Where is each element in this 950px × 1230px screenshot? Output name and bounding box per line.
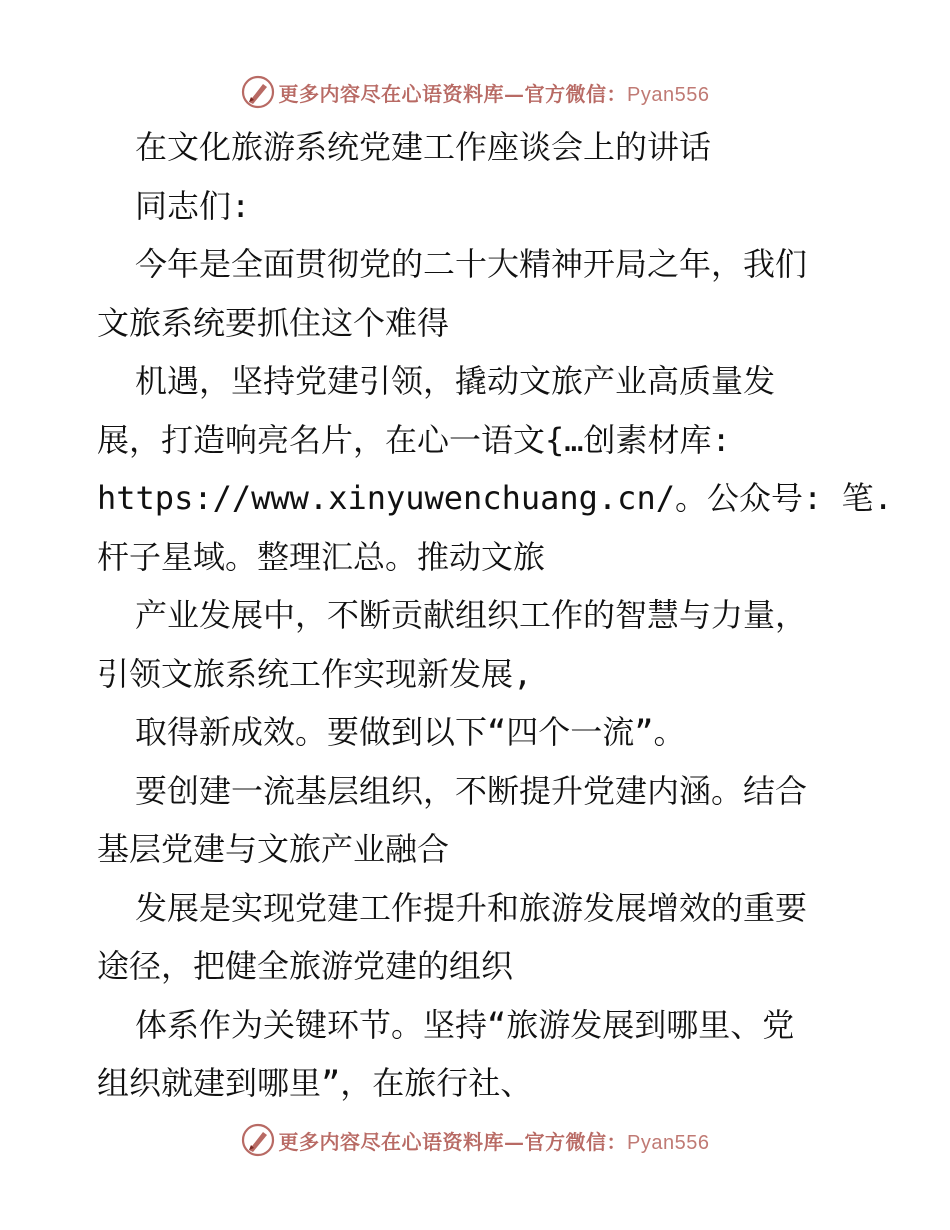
salutation: 同志们: [135, 186, 251, 225]
watermark-account: Pyan556 [627, 83, 710, 106]
paragraph-line: 发展是实现党建工作提升和旅游发展增效的重要 [135, 888, 808, 927]
document-title: 在文化旅游系统党建工作座谈会上的讲话 [135, 128, 712, 166]
pen-logo-icon [241, 1123, 275, 1157]
paragraph-line: 杆子星域。整理汇总。推动文旅 [97, 537, 546, 576]
pen-logo-icon [241, 75, 275, 109]
paragraph-line: 基层党建与文旅产业融合 [97, 830, 450, 868]
paragraph-line: 机遇，坚持党建引领，撬动文旅产业高质量发 [135, 362, 776, 400]
header-watermark [0, 72, 950, 112]
paragraph-line: 今年是全面贯彻党的二十大精神开局之年，我们 [135, 245, 808, 283]
paragraph-line: 组织就建到哪里”，在旅行社、 [97, 1064, 533, 1102]
paragraph-line: 要创建一流基层组织，不断提升党建内涵。结合 [135, 771, 808, 810]
watermark-slogan: 更多内容尽在心语资料库—官方微信： [278, 1129, 628, 1154]
paragraph-line: 途径，把健全旅游党建的组织 [97, 947, 514, 985]
document-body [97, 118, 893, 1113]
paragraph-line: 产业发展中，不断贡献组织工作的智慧与力量， [135, 596, 808, 634]
watermark-slogan: 更多内容尽在心语资料库—官方微信： [278, 81, 628, 106]
watermark-account: Pyan556 [627, 1131, 710, 1154]
paragraph-line: https://www.xinyuwenchuang.cn/。公众号: 笔. [97, 479, 893, 517]
watermark-text [279, 78, 710, 107]
paragraph-line: 取得新成效。要做到以下“四个一流”。 [135, 713, 686, 751]
paragraph-line: 体系作为关键环节。坚持“旅游发展到哪里、党 [135, 1005, 795, 1044]
watermark-text [279, 1126, 710, 1155]
paragraph-line: 文旅系统要抓住这个难得 [97, 303, 450, 342]
paragraph-line: 引领文旅系统工作实现新发展, [97, 654, 533, 693]
footer-watermark [0, 1120, 950, 1160]
paragraph-line: 展，打造响亮名片，在心一语文{…创素材库: [97, 420, 731, 459]
